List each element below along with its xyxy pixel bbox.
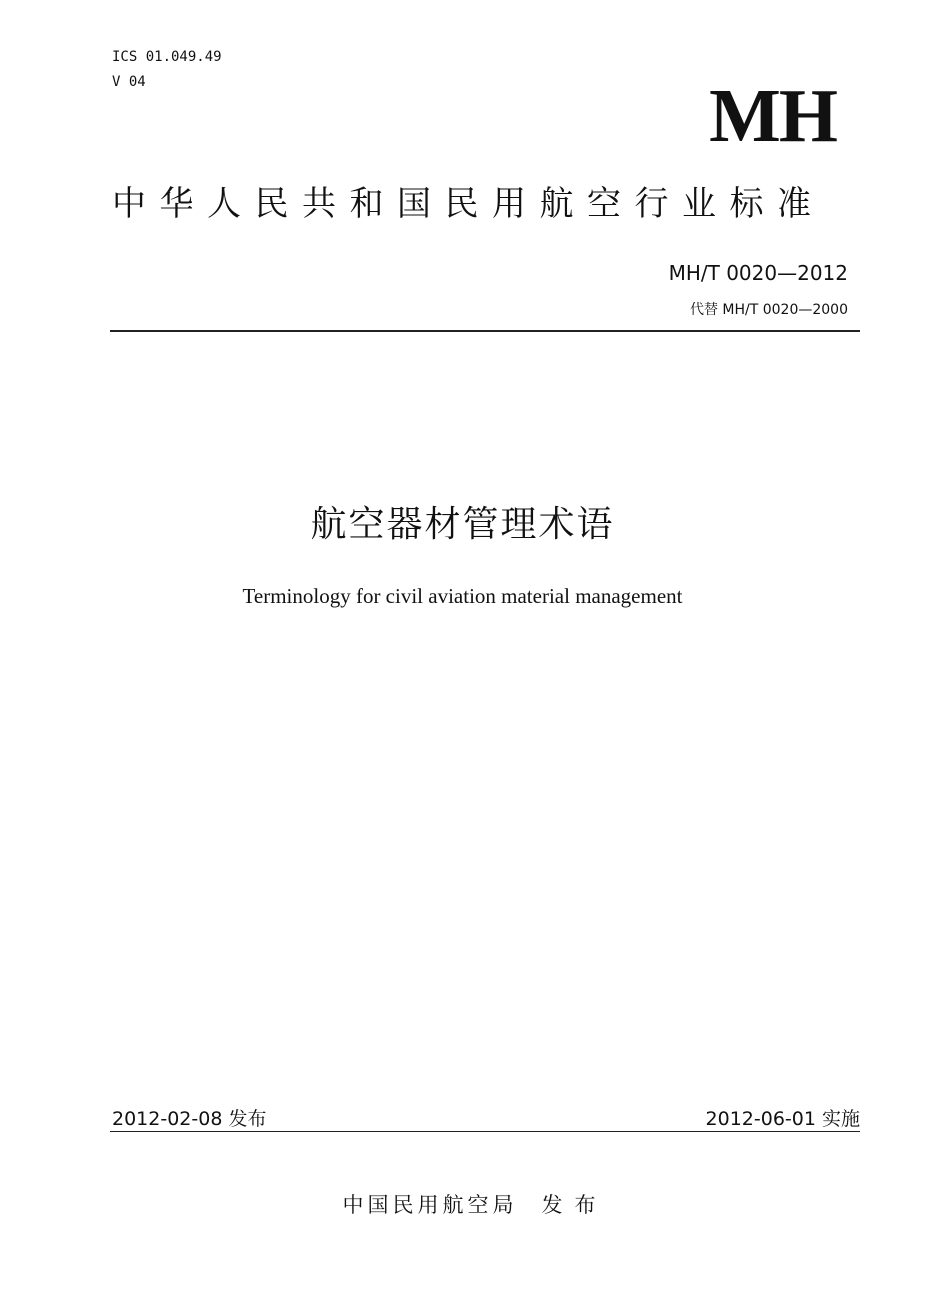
ics-code: ICS 01.049.49: [112, 49, 222, 65]
mh-logo: MH: [709, 74, 836, 158]
header-divider: [110, 330, 860, 332]
publisher-line: [0, 1190, 950, 1220]
standard-number: MH/T 0020—2012: [668, 261, 848, 285]
publisher-action: 发布: [541, 1193, 608, 1217]
publisher-organization: 中国民用航空局: [342, 1193, 518, 1217]
issue-date: 2012-02-08 发布: [112, 1108, 267, 1130]
document-title-english: Terminology for civil aviation material management: [242, 584, 683, 608]
document-title-chinese: 航空器材管理术语: [310, 504, 615, 545]
replaces-standard: 代替 MH/T 0020—2000: [689, 302, 848, 318]
effective-date: 2012-06-01 实施: [705, 1108, 860, 1130]
standard-category-title: 中华人民共和国民用航空行业标准: [112, 184, 825, 224]
footer-divider: [110, 1131, 860, 1132]
classification-code: V 04: [112, 74, 146, 90]
